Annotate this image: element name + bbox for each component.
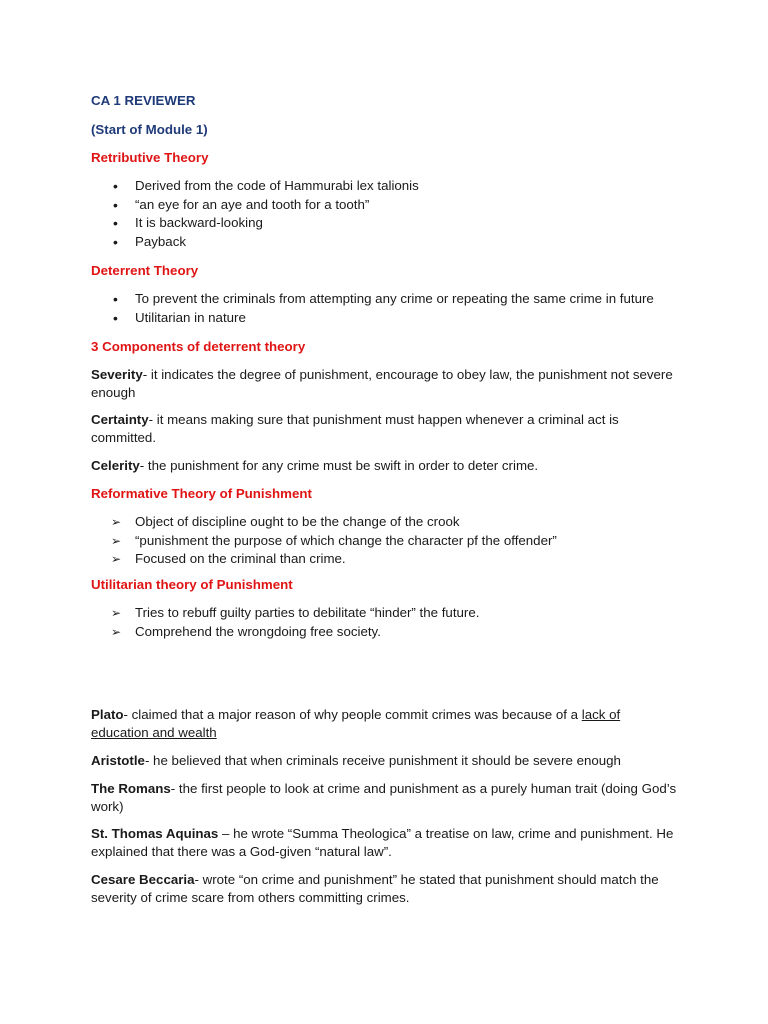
certainty-text: - it means making sure that punishment must happen whenever a criminal act is committed. (91, 412, 619, 445)
reformative-list (91, 513, 691, 569)
module-label: (Start of Module 1) (91, 122, 208, 137)
plato-text: - claimed that a major reason of why people commit crimes was because of a (123, 707, 582, 722)
plato-term: Plato (91, 707, 124, 722)
list-item: • It is backward-looking (91, 214, 691, 233)
utilitarian-list (91, 604, 691, 641)
deterrent-list (91, 290, 691, 327)
list-item: ➢ Focused on the criminal than crime. (91, 550, 691, 569)
list-item: • Payback (91, 233, 691, 252)
list-item: • Utilitarian in nature (91, 309, 691, 328)
deterrent-heading: Deterrent Theory (91, 263, 199, 278)
list-item: • “an eye for an aye and tooth for a tooth” (91, 196, 691, 215)
aristotle-term: Aristotle (91, 753, 145, 768)
beccaria-term: Cesare Beccaria (91, 872, 195, 887)
severity-text: - it indicates the degree of punishment, encourage to obey law, the punishment not severe enough (91, 367, 673, 400)
list-item: • To prevent the criminals from attempting any crime or repeating the same crime in future (91, 290, 691, 309)
list-item: ➢ Object of discipline ought to be the change of the crook (91, 513, 691, 532)
aquinas-paragraph (91, 825, 681, 861)
retributive-heading: Retributive Theory (91, 150, 209, 165)
romans-term: The Romans (91, 781, 171, 796)
romans-text: - the first people to look at crime and punishment as a purely human trait (doing God’s work) (91, 781, 677, 814)
certainty-term: Certainty (91, 412, 149, 427)
aristotle-text: - he believed that when criminals receive punishment it should be severe enough (144, 753, 621, 768)
list-item: ➢ “punishment the purpose of which change the character pf the offender” (91, 532, 691, 551)
components-heading: 3 Components of deterrent theory (91, 339, 306, 354)
utilitarian-heading: Utilitarian theory of Punishment (91, 577, 293, 592)
celerity-paragraph (91, 457, 681, 475)
aquinas-text: – he wrote “Summa Theologica” a treatise on law, crime and punishment. He explained that there was a God-given “natural law”. (91, 826, 674, 859)
beccaria-text: - wrote “on crime and punishment” he stated that punishment should match the severity of crime scare from others committing crimes. (91, 872, 659, 905)
aristotle-paragraph (91, 752, 681, 770)
list-item: ➢ Comprehend the wrongdoing free society. (91, 623, 691, 642)
certainty-paragraph (91, 411, 681, 447)
plato-underlined-text: lack of education and wealth (91, 707, 621, 740)
list-item: ➢ Tries to rebuff guilty parties to debilitate “hinder” the future. (91, 604, 691, 623)
severity-paragraph (91, 366, 681, 402)
celerity-term: Celerity (91, 458, 140, 473)
retributive-list (91, 177, 691, 251)
reformative-heading: Reformative Theory of Punishment (91, 486, 312, 501)
list-item: • Derived from the code of Hammurabi lex talionis (91, 177, 691, 196)
document-title: CA 1 REVIEWER (91, 93, 196, 108)
beccaria-paragraph (91, 871, 681, 907)
severity-term: Severity (91, 367, 143, 382)
romans-paragraph (91, 780, 681, 816)
celerity-text: - the punishment for any crime must be swift in order to deter crime. (139, 458, 539, 473)
aquinas-term: St. Thomas Aquinas (91, 826, 219, 841)
plato-paragraph (91, 706, 681, 742)
